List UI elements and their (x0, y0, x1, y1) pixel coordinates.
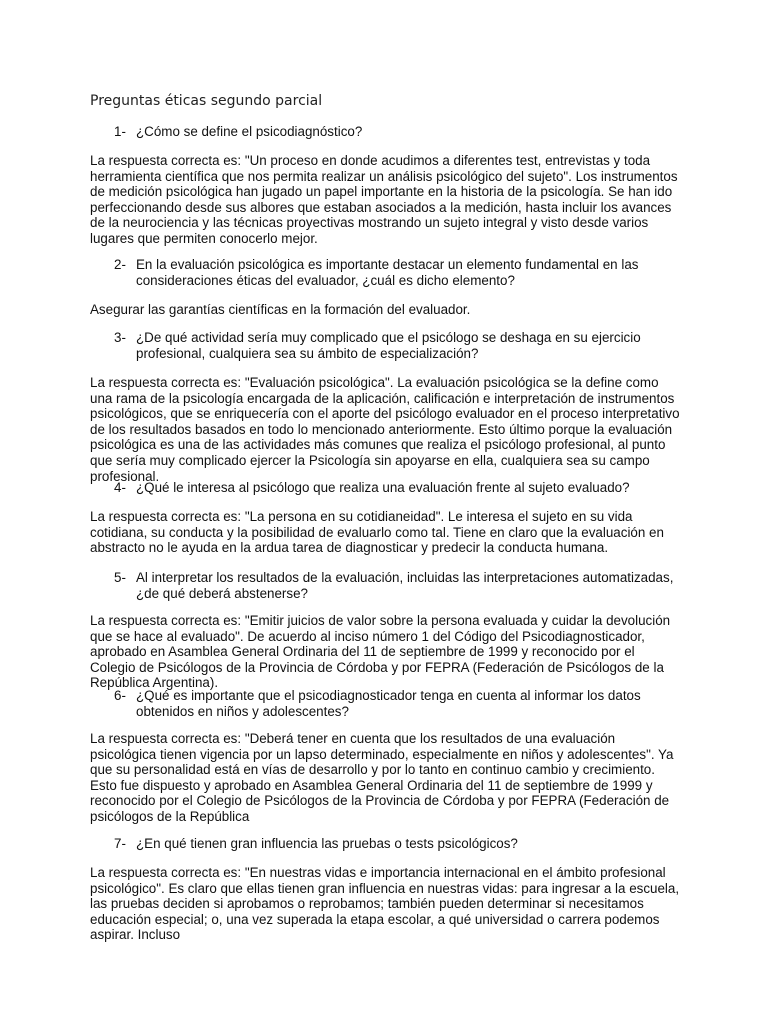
question-4 (114, 480, 686, 496)
question-text: En la evaluación psicológica es importante destacar un elemento fundamental en las consideraciones éticas del evaluador, ¿cuál es dicho elemento? (136, 257, 639, 288)
answer-6: La respuesta correcta es: "Deberá tener en cuenta que los resultados de una evaluación psicológica tienen vigencia por un lapso determinado, especialmente en niños y adolescentes". Ya que su personalidad está en vías de desarrollo y por lo tanto en continuo cambio y crecimiento. Esto fue dispuesto y aprobado en Asamblea General Ordinaria del 11 de septiembre de 1999 y reconocido por el Colegio de Psicólogos de la Provincia de Córdoba y por FEPRA (Federación de psicólogos de la República (90, 731, 674, 824)
question-number: 1- (114, 124, 126, 139)
answer-2: Asegurar las garantías científicas en la formación del evaluador. (90, 302, 471, 317)
question-1 (114, 124, 686, 140)
question-number: 5- (114, 570, 126, 585)
answer-4: La respuesta correcta es: "La persona en su cotidianeidad". Le interesa el sujeto en su vida cotidiana, su conducta y la posibilidad de evaluarlo como tal. Tiene en claro que la evaluación en abstracto no le ayuda en la ardua tarea de diagnosticar y predecir la conducta humana. (90, 509, 664, 556)
question-text: ¿En qué tienen gran influencia las pruebas o tests psicológicos? (136, 836, 518, 851)
question-number: 4- (114, 480, 126, 495)
question-number: 3- (114, 330, 126, 345)
answer-1: La respuesta correcta es: "Un proceso en donde acudimos a diferentes test, entrevistas y toda herramienta científica que nos permita realizar un análisis psicológico del sujeto". Los instrumentos de medición psicológica han jugado un papel importante en la historia de la psicología. Se han ido perfeccionando desde sus albores que estaban asociados a la medición, hasta incluir los avances de la neurociencia y las técnicas proyectivas mostrando un sujeto integral y visto desde varios lugares que permiten conocerlo mejor. (90, 153, 678, 246)
question-text: ¿Qué le interesa al psicólogo que realiza una evaluación frente al sujeto evaluado? (136, 480, 630, 495)
question-number: 6- (114, 688, 126, 703)
question-5 (114, 570, 686, 601)
question-text: ¿Qué es importante que el psicodiagnosticador tenga en cuenta al informar los datos obtenidos en niños y adolescentes? (136, 688, 641, 719)
question-7 (114, 836, 686, 852)
question-text: ¿De qué actividad sería muy complicado que el psicólogo se deshaga en su ejercicio profesional, cualquiera sea su ámbito de especialización? (136, 330, 641, 361)
question-number: 2- (114, 257, 126, 272)
answer-5: La respuesta correcta es: "Emitir juicios de valor sobre la persona evaluada y cuidar la devolución que se hace al evaluado". De acuerdo al inciso número 1 del Código del Psicodiagnosticador, aprobado en Asamblea General Ordinaria del 11 de septiembre de 1999 y reconocido por el Colegio de Psicólogos de la Provincia de Córdoba y por FEPRA (Federación de Psicólogos de la República Argentina). (90, 613, 671, 691)
question-2 (114, 257, 686, 288)
question-3 (114, 330, 686, 361)
question-text: Al interpretar los resultados de la evaluación, incluidas las interpretaciones automatizadas, ¿de qué deberá abstenerse? (136, 570, 674, 601)
answer-3: La respuesta correcta es: "Evaluación psicológica". La evaluación psicológica se la define como una rama de la psicología encargada de la aplicación, calificación e interpretación de instrumentos psicológicos, que se enriquecería con el aporte del psicólogo evaluador en el proceso interpretativo de los resultados basados en todo lo mencionado anteriormente. Esto último porque la evaluación psicológica es una de las actividades más comunes que realiza el psicólogo profesional, al punto que sería muy complicado ejercer la Psicología sin apoyarse en ella, cualquiera sea su campo profesional. (90, 375, 680, 484)
answer-7: La respuesta correcta es: "En nuestras vidas e importancia internacional en el ámbito profesional psicológico". Es claro que ellas tienen gran influencia en nuestras vidas: para ingresar a la escuela, las pruebas deciden si aprobamos o reprobamos; también pueden determinar si necesitamos educación especial; o, una vez superada la etapa escolar, a qué universidad o carrera podemos aspirar. Incluso (90, 865, 680, 943)
question-6 (114, 688, 686, 719)
question-number: 7- (114, 836, 126, 851)
question-text: ¿Cómo se define el psicodiagnóstico? (136, 124, 363, 139)
document-title: Preguntas éticas segundo parcial (90, 93, 323, 109)
